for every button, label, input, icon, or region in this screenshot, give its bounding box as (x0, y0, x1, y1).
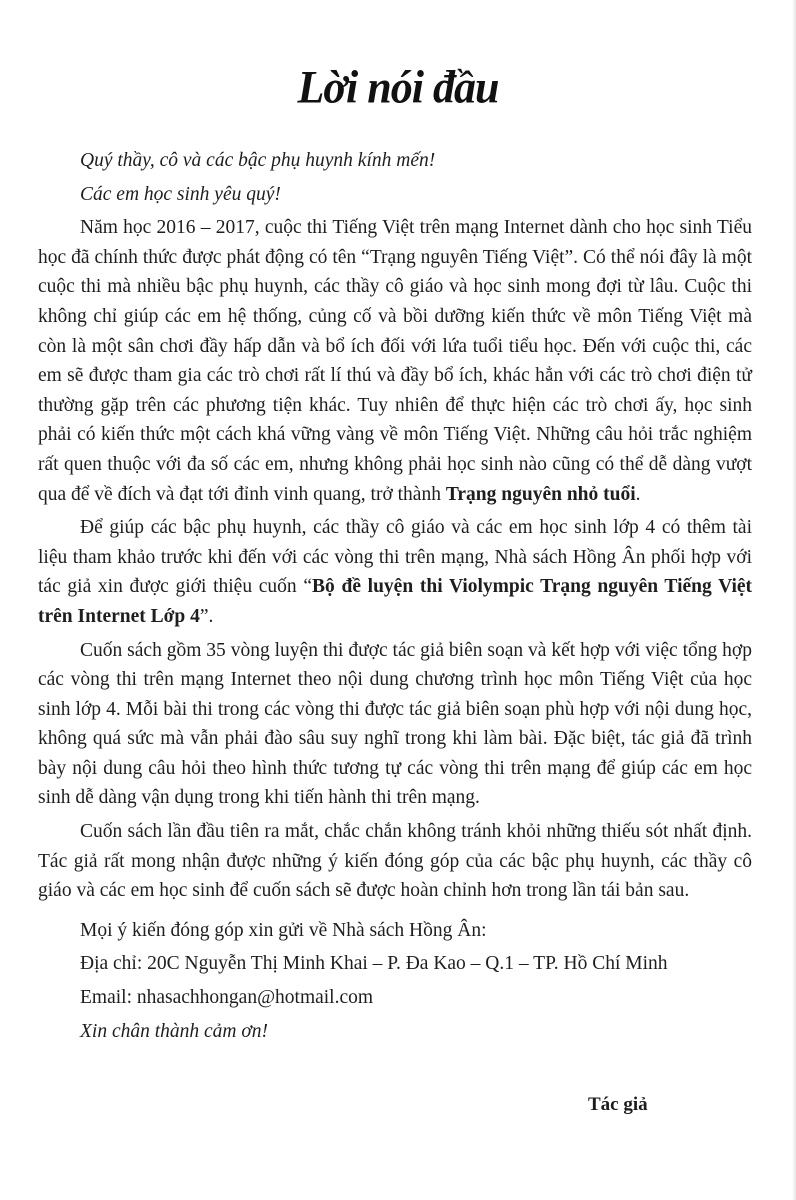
paragraph-1-bold: Trạng nguyên nhỏ tuổi (445, 483, 636, 505)
contact-email: Email: nhasachhongan@hotmail.com (80, 987, 374, 1009)
greeting-line-2: Các em học sinh yêu quý! (80, 183, 281, 205)
paragraph-4: Cuốn sách lần đầu tiên ra mắt, chắc chắn không tránh khỏi những thiếu sót nhất định. Tác giả rất mong nhận được những ý kiến đóng góp của các bậc phụ huynh, các thầy cô giáo và các em học sinh để cuốn sách sẽ được hoàn chỉnh hơn trong lần tái bản sau. (38, 821, 752, 902)
paragraph-1-end: . (635, 483, 641, 505)
paragraph-3: Cuốn sách gồm 35 vòng luyện thi được tác giả biên soạn và kết hợp với việc tổng hợp các vòng thi trên mạng Internet theo nội dung chương trình học môn Tiếng Việt của học sinh lớp 4. Mỗi bài thi trong các vòng thi được tác giả biên soạn phù hợp với nội dung học, không quá sức mà vẫn phải đào sâu suy nghĩ trong khi làm bài. Đặc biệt, tác giả đã trình bày nội dung câu hỏi theo hình thức tương tự các vòng thi trên mạng để giúp các em học sinh dễ dàng vận dụng trong khi tiến hành thi trên mạng. (38, 639, 752, 809)
paragraph-2-end: ”. (199, 605, 214, 627)
body-text (38, 146, 752, 1046)
paragraph-2-text: Để giúp các bậc phụ huynh, các thầy cô giáo và các em học sinh lớp 4 có thêm tài liệu tham khảo trước khi đến với các vòng thi trên mạng, Nhà sách Hồng Ân phối hợp với tác giả xin được giới thiệu cuốn “ (38, 517, 752, 598)
paragraph-2 (38, 513, 752, 631)
contact-address: Địa chỉ: 20C Nguyễn Thị Minh Khai – P. Đa Kao – Q.1 – TP. Hồ Chí Minh (80, 953, 668, 975)
page-title: Lời nói đầu (297, 61, 499, 114)
paragraph-1-text: Năm học 2016 – 2017, cuộc thi Tiếng Việt trên mạng Internet dành cho học sinh Tiểu học đã chính thức được phát động có tên “Trạng nguyên Tiếng Việt”. Có thể nói đây là một cuộc thi mà nhiều bậc phụ huynh, các thầy cô giáo và học sinh mong đợi từ lâu. Cuộc thi không chỉ giúp các em hệ thống, củng cố và bồi dưỡng kiến thức về môn Tiếng Việt mà còn là một sân chơi đầy hấp dẫn và bổ ích đối với lứa tuổi tiểu học. Đến với cuộc thi, các em sẽ được tham gia các trò chơi rất lí thú và đầy bổ ích, khác hẳn với các trò chơi điện tử thường gặp trên các phương tiện khác. Tuy nhiên để thực hiện các trò chơi ấy, học sinh phải có kiến thức một cách khá vững vàng về môn Tiếng Việt. Những câu hỏi trắc nghiệm rất quen thuộc với đa số các em, nhưng không phải học sinh nào cũng có thể dễ dàng vượt qua để về đích và đạt tới đỉnh vinh quang, trở thành (38, 217, 752, 505)
greeting-line-1: Quý thầy, cô và các bậc phụ huynh kính mến! (80, 150, 436, 171)
contact-intro: Mọi ý kiến đóng góp xin gửi về Nhà sách Hồng Ân: (80, 919, 487, 941)
paragraph-1 (38, 213, 752, 509)
page-edge-shadow (792, 0, 796, 1200)
author-signature: Tác giả (588, 1094, 648, 1115)
paragraph-2-bold: Bộ đề luyện thi Violympic Trạng nguyên Tiếng Việt trên Internet Lớp 4 (38, 576, 753, 627)
thanks-line: Xin chân thành cảm ơn! (80, 1020, 269, 1042)
